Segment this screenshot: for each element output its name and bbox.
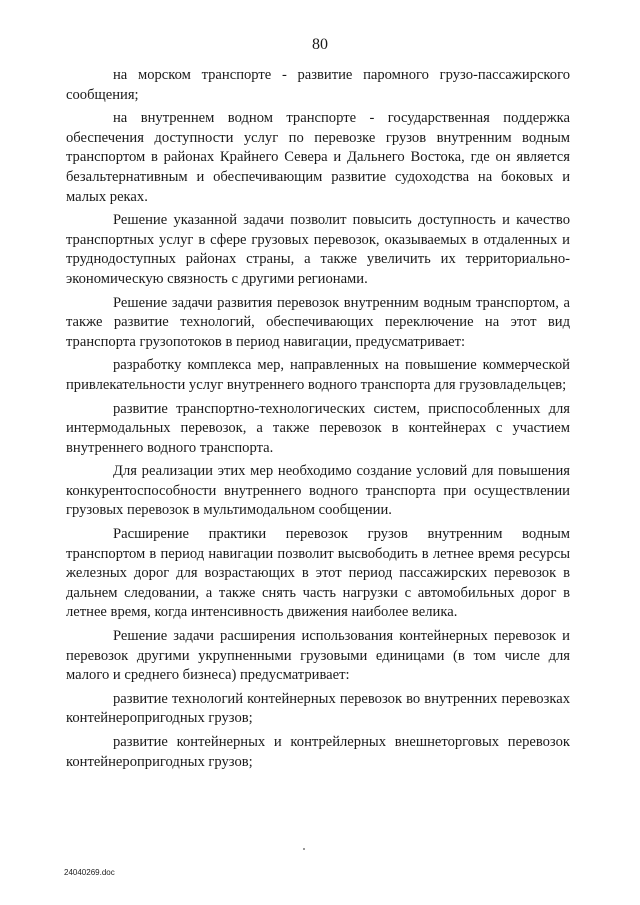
paragraph-inland-water: на внутреннем водном транспорте - государственная поддержка обеспечения доступности услуг по перевозке грузов внутренним водным транспортом в районах Крайнего Севера и Дальнего Востока, где он является безальтернативным и обеспечивающим развитие судоходства на боковых и малых реках.	[66, 110, 570, 205]
paragraph-systems: развитие транспортно-технологических систем, приспособленных для интермодальных перевозок, а также перевозок в контейнерах с участием внутреннего водного транспорта.	[66, 400, 570, 456]
paragraph-development-task: Решение задачи развития перевозок внутренним водным транспортом, а также развитие технологий, обеспечивающих переключение на этот вид транспорта грузопотоков в период навигации, предусматривает:	[66, 294, 570, 350]
paragraph-expansion: Расширение практики перевозок грузов внутренним водным транспортом в период навигации позволит высвободить в летнее время ресурсы железных дорог для возрастающих в этот период пассажирских перевозок в дальнем следовании, а также снять часть нагрузки с автомобильных дорог в летнее время, когда интенсивность движения наиболее велика.	[66, 526, 570, 621]
paragraph-task-solution: Решение указанной задачи позволит повысить доступность и качество транспортных услуг в сфере грузовых перевозок, оказываемых в отдаленных и труднодоступных районах страны, а также увеличить их территориально-экономическую связность с другими регионами.	[66, 212, 570, 287]
page-number: 80	[312, 36, 328, 53]
paragraph-container-tech: развитие технологий контейнерных перевозок во внутренних перевозках контейнеропригодных грузов;	[66, 690, 570, 727]
scan-speck	[303, 848, 305, 850]
paragraph-foreign-trade: развитие контейнерных и контрейлерных внешнеторговых перевозок контейнеропригодных грузов;	[66, 734, 570, 770]
paragraph-container-task: Решение задачи расширения использования контейнерных перевозок и перевозок другими укрупненными грузовыми единицами (в том числе для малого и среднего бизнеса) предусматривает:	[66, 628, 570, 684]
paragraph-measures: разработку комплекса мер, направленных на повышение коммерческой привлекательности услуг внутреннего водного транспорта для грузовладельцев;	[66, 357, 570, 393]
paragraph-sea-transport: на морском транспорте - развитие паромного грузо-пассажирского сообщения;	[66, 67, 570, 103]
footer-filename: 24040269.doc	[64, 868, 115, 877]
paragraph-conditions: Для реализации этих мер необходимо создание условий для повышения конкурентоспособности внутреннего водного транспорта при осуществлении грузовых перевозок в мультимодальном сообщении.	[66, 463, 570, 519]
document-body	[66, 66, 570, 776]
